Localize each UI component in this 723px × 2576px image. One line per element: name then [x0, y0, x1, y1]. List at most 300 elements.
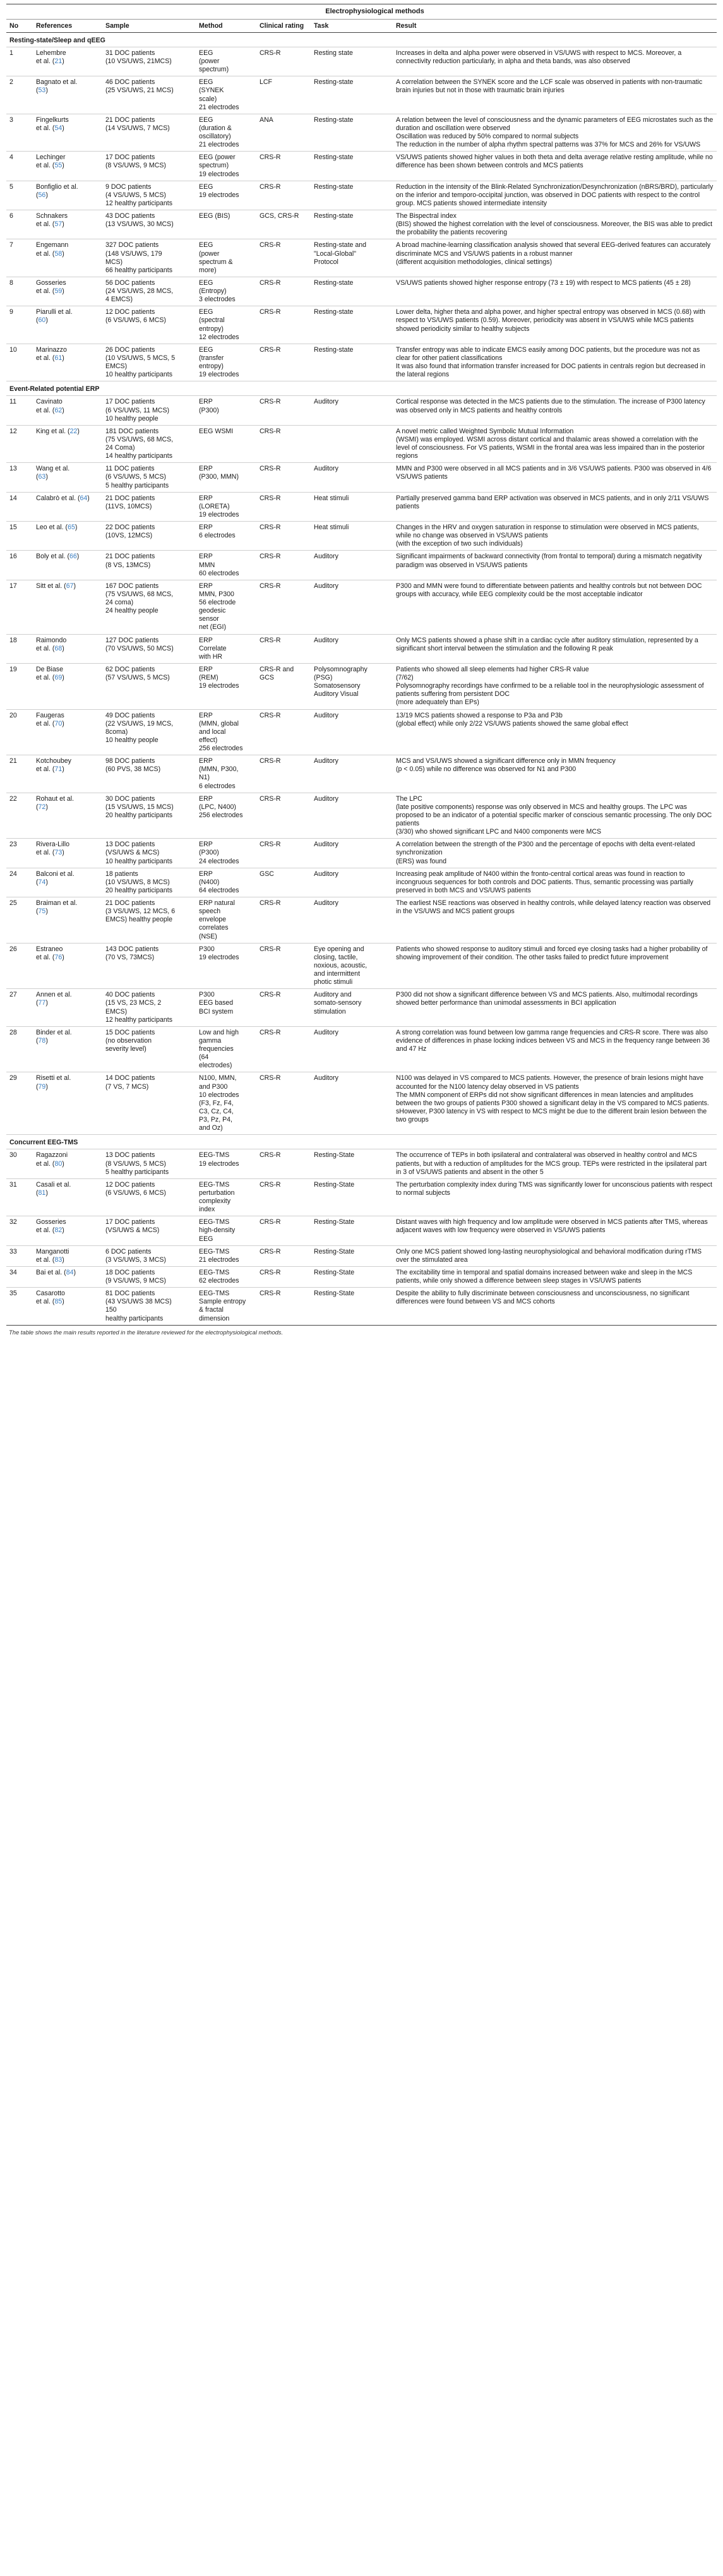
- cell-sample: [102, 793, 196, 839]
- cell-sample: [102, 1026, 196, 1072]
- cell-clinical-rating: [256, 239, 311, 277]
- cell-no-text: 29: [9, 1074, 17, 1082]
- cell-result: [393, 522, 717, 551]
- cell-result-text: Changes in the HRV and oxygen saturation in response to stimulation were observed in MCS patients, while no change was observed in VS/UWS patients (with the exception of two such individuals): [396, 524, 699, 548]
- cell-sample-text: 15 DOC patients (no observation severity level): [105, 1028, 155, 1053]
- table-row: [6, 396, 717, 425]
- cell-result: [393, 76, 717, 114]
- cell-no: [6, 1072, 33, 1135]
- reference-citation-link[interactable]: 82: [54, 1226, 63, 1235]
- cell-task: [311, 1266, 393, 1287]
- reference-citation-link[interactable]: 61: [54, 354, 63, 362]
- table-row: [6, 897, 717, 944]
- cell-no-text: 24: [9, 870, 17, 878]
- reference-author-cont: et al. (: [36, 249, 55, 258]
- cell-sample: [102, 181, 196, 210]
- reference-citation-link[interactable]: 62: [54, 406, 63, 414]
- cell-sample-text: 167 DOC patients (75 VS/UWS, 68 MCS, 24 coma) 24 healthy people: [105, 582, 174, 615]
- reference-author: Kotchoubey: [36, 757, 71, 765]
- reference-author-cont: (: [36, 803, 39, 811]
- cell-task-text: Resting-state: [314, 78, 354, 87]
- cell-task: [311, 239, 393, 277]
- column-header-task: Task: [311, 19, 393, 32]
- cell-clinical-rating: [256, 1216, 311, 1245]
- table-row: [6, 580, 717, 634]
- cell-method: [196, 634, 256, 663]
- cell-clinical-rating-text: CRS-R: [260, 841, 281, 849]
- reference-citation-link[interactable]: 53: [38, 87, 46, 95]
- cell-no-text: 34: [9, 1268, 17, 1276]
- reference-citation-link[interactable]: 66: [69, 553, 77, 561]
- cell-result: [393, 868, 717, 897]
- reference-citation-link[interactable]: 57: [54, 220, 63, 229]
- cell-no-text: 5: [9, 183, 13, 191]
- cell-reference: Calabrò et al. (64): [33, 492, 102, 521]
- reference-citation-link[interactable]: 77: [38, 999, 46, 1007]
- cell-task: [311, 868, 393, 897]
- cell-task: [311, 425, 393, 463]
- cell-sample-text: 21 DOC patients (8 VS, 13MCS): [105, 553, 155, 569]
- cell-task-text: Auditory: [314, 899, 338, 907]
- cell-no-text: 22: [9, 794, 17, 803]
- reference-citation-link[interactable]: 69: [54, 674, 63, 681]
- reference-citation-link[interactable]: 60: [38, 316, 46, 325]
- reference-author: Leo et al. (: [36, 524, 68, 531]
- section-title: Concurrent EEG-TMS: [6, 1135, 717, 1149]
- reference-citation-link[interactable]: 64: [80, 494, 88, 502]
- cell-sample-text: 12 DOC patients (6 VS/UWS, 6 MCS): [105, 1180, 166, 1197]
- cell-method: [196, 114, 256, 152]
- cell-no: [6, 897, 33, 944]
- cell-clinical-rating: [256, 344, 311, 381]
- cell-reference: Sitt et al. (67): [33, 580, 102, 634]
- reference-citation-link[interactable]: 63: [38, 473, 46, 481]
- cell-no: [6, 1178, 33, 1216]
- reference-author: Braiman et al.: [36, 899, 78, 907]
- reference-citation-link[interactable]: 78: [38, 1036, 46, 1045]
- table-row: [6, 868, 717, 897]
- reference-author: Rivera-Lillo: [36, 841, 69, 849]
- cell-sample: [102, 152, 196, 181]
- cell-clinical-rating: [256, 868, 311, 897]
- table-row: [6, 152, 717, 181]
- reference-author-cont: (: [36, 1082, 39, 1091]
- reference-author: Schnakers: [36, 212, 68, 220]
- table-row: [6, 181, 717, 210]
- reference-author: Manganotti: [36, 1247, 69, 1255]
- cell-task-text: Auditory: [314, 711, 338, 719]
- reference-author: Fingelkurts: [36, 116, 69, 124]
- cell-method: [196, 943, 256, 989]
- cell-task: [311, 943, 393, 989]
- cell-clinical-rating-text: LCF: [260, 78, 273, 87]
- section-title: Resting-state/Sleep and qEEG: [6, 32, 717, 47]
- reference-citation-link[interactable]: 75: [38, 908, 46, 916]
- cell-task-text: Resting-state: [314, 212, 354, 220]
- cell-no-text: 28: [9, 1028, 17, 1036]
- cell-method: [196, 1072, 256, 1135]
- cell-task-text: Resting-State: [314, 1151, 355, 1159]
- cell-reference: Manganotti et al. (83): [33, 1245, 102, 1266]
- cell-method-text: EEG-TMS perturbation complexity index: [199, 1180, 235, 1214]
- cell-reference: Piarulli et al. (60): [33, 306, 102, 344]
- cell-no: [6, 522, 33, 551]
- cell-sample-text: 21 DOC patients (3 VS/UWS, 12 MCS, 6 EMCS) healthy people: [105, 899, 176, 924]
- reference-citation-link[interactable]: 73: [54, 849, 63, 857]
- cell-no-text: 19: [9, 665, 17, 673]
- cell-result-text: Despite the ability to fully discriminate between consciousness and unconsciousness, no significant differences were found between VS and MCS cohorts: [396, 1290, 690, 1306]
- table-row: [6, 551, 717, 580]
- cell-clinical-rating-text: CRS-R: [260, 636, 281, 644]
- cell-method: [196, 463, 256, 492]
- cell-no-text: 14: [9, 494, 17, 502]
- cell-no-text: 31: [9, 1180, 17, 1189]
- reference-citation-link[interactable]: 70: [54, 719, 63, 728]
- cell-method: [196, 396, 256, 425]
- reference-citation-link[interactable]: 85: [54, 1298, 63, 1306]
- cell-sample-text: 14 DOC patients (7 VS, 7 MCS): [105, 1074, 155, 1091]
- cell-sample: [102, 396, 196, 425]
- cell-result: [393, 306, 717, 344]
- cell-sample: [102, 114, 196, 152]
- cell-result: [393, 463, 717, 492]
- cell-method: [196, 181, 256, 210]
- reference-citation-link[interactable]: 67: [66, 582, 74, 590]
- cell-no-text: 7: [9, 241, 13, 249]
- reference-citation-link[interactable]: 54: [54, 124, 63, 132]
- column-header-no: No: [6, 19, 33, 32]
- cell-task: [311, 839, 393, 868]
- reference-citation-link[interactable]: 74: [38, 878, 46, 886]
- cell-sample-text: 143 DOC patients (70 VS, 73MCS): [105, 945, 159, 961]
- cell-clinical-rating-text: CRS-R: [260, 308, 281, 316]
- cell-clinical-rating: [256, 989, 311, 1027]
- cell-method-text: ERP (REM) 19 electrodes: [199, 665, 239, 690]
- cell-task-text: Polysomnography (PSG) Somatosensory Auditory Visual: [314, 665, 367, 698]
- cell-method-text: EEG WSMI: [199, 427, 234, 435]
- cell-result-text: A correlation between the SYNEK score and the LCF scale was observed in patients with non-traumatic brain injuries but not in those with traumatic brain injuries: [396, 78, 703, 95]
- table-row: [6, 277, 717, 306]
- cell-reference: Braiman et al. (75): [33, 897, 102, 944]
- cell-clinical-rating: [256, 1288, 311, 1326]
- electrophysiological-methods-table: [6, 4, 717, 1326]
- reference-author-cont: et al. (: [36, 124, 55, 132]
- reference-citation-link[interactable]: 55: [54, 162, 63, 170]
- cell-sample-text: 127 DOC patients (70 VS/UWS, 50 MCS): [105, 636, 174, 652]
- cell-reference: Risetti et al. (79): [33, 1072, 102, 1135]
- cell-method-text: ERP 6 electrodes: [199, 524, 236, 540]
- cell-method: [196, 76, 256, 114]
- reference-author-cont: et al. (: [36, 57, 55, 65]
- reference-citation-link[interactable]: 56: [38, 191, 46, 199]
- column-header-sample: Sample: [102, 19, 196, 32]
- cell-no: [6, 793, 33, 839]
- cell-task: [311, 1149, 393, 1178]
- cell-task-text: Resting-state: [314, 345, 354, 354]
- cell-no-text: 6: [9, 212, 13, 220]
- reference-author-cont: et al. (: [36, 674, 55, 681]
- table-row: [6, 344, 717, 381]
- cell-result-text: The excitability time in temporal and spatial domains increased between wake and sleep in the MCS patients, while only showed a difference between sleep stages in VS/UWS patients: [396, 1268, 693, 1285]
- reference-citation-link[interactable]: 68: [54, 644, 63, 652]
- reference-author: Casarotto: [36, 1290, 65, 1298]
- cell-task: [311, 634, 393, 663]
- cell-method-text: EEG 19 electrodes: [199, 183, 239, 199]
- reference-author-cont: et al. (: [36, 220, 55, 229]
- cell-method-text: EEG (power spectrum): [199, 49, 229, 74]
- section-header-row: [6, 381, 717, 396]
- reference-author: Gosseries: [36, 279, 66, 287]
- reference-author: Gosseries: [36, 1218, 66, 1226]
- cell-no-text: 35: [9, 1290, 17, 1298]
- cell-no: [6, 114, 33, 152]
- cell-clinical-rating: [256, 425, 311, 463]
- cell-sample: [102, 839, 196, 868]
- cell-no-text: 27: [9, 991, 17, 999]
- reference-author-cont: et al. (: [36, 1255, 55, 1264]
- cell-task-text: Resting-state: [314, 153, 354, 162]
- cell-sample-text: 6 DOC patients (3 VS/UWS, 3 MCS): [105, 1247, 166, 1264]
- cell-reference: Annen et al. (77): [33, 989, 102, 1027]
- cell-no: [6, 396, 33, 425]
- cell-sample-text: 13 DOC patients (VS/UWS & MCS) 10 healthy participants: [105, 841, 173, 865]
- cell-no: [6, 1149, 33, 1178]
- table-row: [6, 1216, 717, 1245]
- cell-task-text: Auditory and somato-sensory stimulation: [314, 991, 362, 1015]
- cell-sample: [102, 463, 196, 492]
- cell-sample: [102, 580, 196, 634]
- reference-author-cont: (: [36, 878, 39, 886]
- reference-author: Raimondo: [36, 636, 67, 644]
- reference-citation-link[interactable]: 81: [38, 1189, 46, 1197]
- cell-method: [196, 1266, 256, 1287]
- reference-citation-link[interactable]: 83: [54, 1255, 63, 1264]
- cell-task-text: Resting-State: [314, 1247, 355, 1255]
- cell-no: [6, 580, 33, 634]
- cell-result-text: The perturbation complexity index during TMS was significantly lower for unconscious patients with respect to normal subjects: [396, 1180, 712, 1197]
- reference-author: Lehembre: [36, 49, 66, 57]
- cell-reference: Rivera-Lillo et al. (73): [33, 839, 102, 868]
- cell-sample: [102, 306, 196, 344]
- reference-author: Binder et al.: [36, 1028, 72, 1036]
- cell-sample: [102, 1072, 196, 1135]
- cell-reference: Schnakers et al. (57): [33, 210, 102, 239]
- cell-sample: [102, 868, 196, 897]
- cell-no-text: 10: [9, 345, 17, 354]
- cell-method-text: ERP MMN, P300 56 electrode geodesic sensor net (EGI): [199, 582, 236, 632]
- cell-task-text: Auditory: [314, 870, 338, 878]
- cell-result: [393, 396, 717, 425]
- cell-clinical-rating-text: CRS-R: [260, 494, 281, 502]
- cell-method: [196, 663, 256, 709]
- cell-clinical-rating-text: CRS-R: [260, 1180, 281, 1189]
- cell-task: [311, 1178, 393, 1216]
- cell-method-text: ERP (P300) 24 electrodes: [199, 841, 239, 865]
- cell-method-text: EEG (BIS): [199, 212, 230, 220]
- cell-sample-text: 327 DOC patients (148 VS/UWS, 179 MCS) 66 healthy participants: [105, 241, 173, 274]
- cell-result-text: A broad machine-learning classification analysis showed that several EEG-derived features can accurately discriminate MCS and VS/UWS patients in a robust manner (different acquisition methodologies, clinical settings): [396, 241, 711, 266]
- cell-result: [393, 152, 717, 181]
- cell-method-text: ERP (P300): [199, 398, 219, 414]
- table-row: [6, 1288, 717, 1326]
- cell-sample: [102, 755, 196, 793]
- cell-result-text: Increasing peak amplitude of N400 within the fronto-central cortical areas was found in reaction to incongruous sequences for both controls and DOC patients. Thus, semantic processing was partially preserved in both MCS and VS/UWS patients: [396, 870, 693, 894]
- cell-clinical-rating: [256, 897, 311, 944]
- reference-citation-link[interactable]: 79: [38, 1082, 46, 1091]
- reference-author-cont: et al. (: [36, 953, 55, 961]
- cell-result: [393, 663, 717, 709]
- cell-clinical-rating-text: CRS-R: [260, 153, 281, 162]
- reference-citation-link[interactable]: 72: [38, 803, 46, 811]
- reference-author-cont: (: [36, 908, 39, 916]
- reference-citation-link[interactable]: 22: [69, 427, 78, 435]
- reference-author-cont: (: [36, 473, 39, 481]
- cell-method: [196, 344, 256, 381]
- cell-no-text: 33: [9, 1247, 17, 1255]
- cell-method: [196, 492, 256, 521]
- reference-author: Marinazzo: [36, 345, 67, 354]
- cell-result: [393, 1266, 717, 1287]
- cell-sample: [102, 943, 196, 989]
- cell-result-text: The Bispectral index (BIS) showed the highest correlation with the level of consciousness. Moreover, the BIS was able to predict the probability the patients recovering: [396, 212, 713, 237]
- cell-sample-text: 17 DOC patients (VS/UWS & MCS): [105, 1218, 160, 1235]
- cell-clinical-rating: [256, 76, 311, 114]
- cell-task-text: Auditory: [314, 398, 338, 406]
- cell-sample-text: 181 DOC patients (75 VS/UWS, 68 MCS, 24 Coma) 14 healthy participants: [105, 427, 174, 460]
- cell-result-text: Distant waves with high frequency and low amplitude were observed in MCS patients after TMS, whereas adjacent waves with low frequency were observed in VS/UWS patients: [396, 1218, 708, 1235]
- cell-clinical-rating: [256, 47, 311, 76]
- cell-reference: Leo et al. (65): [33, 522, 102, 551]
- cell-result-text: Transfer entropy was able to indicate EMCS easily among DOC patients, but the procedure was not as clear for other patient classifications It was also found that information transfer increased for DOC patients in centrals region but decreased in the lateral regions: [396, 345, 705, 379]
- reference-citation-link[interactable]: 58: [54, 249, 63, 258]
- cell-sample-text: 18 DOC patients (9 VS/UWS, 9 MCS): [105, 1268, 166, 1285]
- cell-sample: [102, 989, 196, 1027]
- table-footnote: The table shows the main results reported in the literature reviewed for the electrophysiological methods.: [9, 1328, 284, 1336]
- cell-method: [196, 277, 256, 306]
- table-row: [6, 839, 717, 868]
- cell-clinical-rating: [256, 522, 311, 551]
- cell-task: [311, 277, 393, 306]
- cell-result: [393, 839, 717, 868]
- cell-no-text: 18: [9, 636, 17, 644]
- cell-method: [196, 306, 256, 344]
- reference-citation-link[interactable]: 59: [54, 287, 63, 295]
- cell-result-text: VS/UWS patients showed higher response entropy (73 ± 19) with respect to MCS patients (45 ± 28): [396, 279, 691, 287]
- cell-clinical-rating: [256, 210, 311, 239]
- cell-result-text: MCS and VS/UWS showed a significant difference only in MMN frequency (p < 0.05) while no difference was observed for N1 and P300: [396, 757, 616, 774]
- cell-reference: De Biase et al. (69): [33, 663, 102, 709]
- cell-method-text: ERP (MMN, P300, N1) 6 electrodes: [199, 757, 239, 790]
- cell-reference: Casali et al. (81): [33, 1178, 102, 1216]
- reference-author: Risetti et al.: [36, 1074, 71, 1082]
- cell-clinical-rating-text: CRS-R: [260, 345, 281, 354]
- cell-method: [196, 425, 256, 463]
- cell-no-text: 13: [9, 465, 17, 473]
- cell-task-text: Auditory: [314, 757, 338, 765]
- section-header-row: [6, 1135, 717, 1149]
- reference-author: Piarulli et al.: [36, 308, 73, 316]
- reference-citation-link[interactable]: 21: [54, 57, 63, 65]
- table-row: [6, 1266, 717, 1287]
- cell-clinical-rating-text: GSC: [260, 870, 274, 878]
- cell-method-text: Low and high gamma frequencies (64 electrodes): [199, 1028, 239, 1070]
- cell-sample-text: 81 DOC patients (43 VS/UWS 38 MCS) 150 healthy participants: [105, 1290, 172, 1322]
- reference-citation-link[interactable]: 80: [54, 1159, 63, 1168]
- reference-citation-link[interactable]: 76: [54, 953, 63, 961]
- cell-method-text: EEG (SYNEK scale) 21 electrodes: [199, 78, 239, 111]
- cell-method: [196, 1245, 256, 1266]
- reference-citation-link[interactable]: 65: [68, 524, 75, 531]
- cell-task: [311, 1072, 393, 1135]
- reference-citation-link[interactable]: 71: [54, 765, 63, 774]
- cell-no: [6, 709, 33, 755]
- cell-clinical-rating-text: CRS-R: [260, 524, 281, 531]
- cell-result-text: N100 was delayed in VS compared to MCS patients. However, the presence of brain lesions might have accounted for the N100 latency delay observed in VS patients The MMN component of ERPs did not show significant differences in mean latencies and amplitudes between the two groups of patients P300 showed a significant delay in the VS compared to MCS patients. sHowever, P300 latency in VS with respect to MCS might be due to the different brain lesion between the two groups: [396, 1074, 709, 1123]
- cell-reference: Boly et al. (66): [33, 551, 102, 580]
- reference-author: Lechinger: [36, 153, 66, 162]
- cell-method-text: EEG (transfer entropy) 19 electrodes: [199, 345, 239, 379]
- cell-task-text: Resting-state: [314, 279, 354, 287]
- cell-sample: [102, 1266, 196, 1287]
- cell-sample-text: 43 DOC patients (13 VS/UWS, 30 MCS): [105, 212, 174, 229]
- cell-method-text: ERP (P300, MMN): [199, 465, 239, 481]
- cell-method: [196, 1178, 256, 1216]
- cell-no: [6, 1026, 33, 1072]
- cell-task-text: Resting state: [314, 49, 353, 57]
- table-row: [6, 1026, 717, 1072]
- cell-task: [311, 181, 393, 210]
- cell-method-text: EEG-TMS high-density EEG: [199, 1218, 236, 1243]
- cell-sample-text: 12 DOC patients (6 VS/UWS, 6 MCS): [105, 308, 166, 325]
- cell-sample-text: 11 DOC patients (6 VS/UWS, 5 MCS) 5 healthy participants: [105, 465, 169, 489]
- cell-no-text: 32: [9, 1218, 17, 1226]
- cell-sample: [102, 663, 196, 709]
- cell-method: [196, 580, 256, 634]
- cell-no: [6, 181, 33, 210]
- cell-result-text: Lower delta, higher theta and alpha power, and higher spectral entropy was observed in MCS (0.68) with respect to VS/UWS patients (0.59). Moreover, periodicity was absent in VS/UWS while MCS patients showed periodicity similar to healthy subjects: [396, 308, 705, 333]
- cell-sample-text: 18 patients (10 VS/UWS, 8 MCS) 20 healthy participants: [105, 870, 173, 894]
- cell-task-text: Resting-state: [314, 308, 354, 316]
- cell-clinical-rating-text: CRS-R: [260, 427, 281, 435]
- cell-method-text: ERP (N400) 64 electrodes: [199, 870, 239, 894]
- table-row: [6, 239, 717, 277]
- cell-no-text: 12: [9, 427, 17, 435]
- cell-sample: [102, 277, 196, 306]
- cell-no: [6, 1216, 33, 1245]
- cell-sample: [102, 522, 196, 551]
- reference-citation-link[interactable]: 84: [66, 1268, 74, 1276]
- cell-sample-text: 62 DOC patients (57 VS/UWS, 5 MCS): [105, 665, 170, 681]
- cell-method-text: EEG-TMS 19 electrodes: [199, 1151, 239, 1168]
- cell-method: [196, 868, 256, 897]
- cell-sample-text: 30 DOC patients (15 VS/UWS, 15 MCS) 20 healthy participants: [105, 794, 174, 819]
- cell-result-text: The earliest NSE reactions was observed in healthy controls, while delayed latency reaction was observed in the VS/UWS and MCS patient groups: [396, 899, 711, 916]
- cell-sample-text: 56 DOC patients (24 VS/UWS, 28 MCS, 4 EMCS): [105, 279, 174, 304]
- cell-reference: King et al. (22): [33, 425, 102, 463]
- column-header-result: Result: [393, 19, 717, 32]
- cell-result: [393, 709, 717, 755]
- cell-no: [6, 989, 33, 1027]
- table-row: [6, 663, 717, 709]
- cell-result: [393, 492, 717, 521]
- cell-no: [6, 663, 33, 709]
- cell-no: [6, 344, 33, 381]
- cell-sample-text: 26 DOC patients (10 VS/UWS, 5 MCS, 5 EMCS) 10 healthy participants: [105, 345, 176, 379]
- cell-sample: [102, 1288, 196, 1326]
- table-row: [6, 634, 717, 663]
- cell-clinical-rating-text: CRS-R: [260, 1247, 281, 1255]
- cell-no: [6, 551, 33, 580]
